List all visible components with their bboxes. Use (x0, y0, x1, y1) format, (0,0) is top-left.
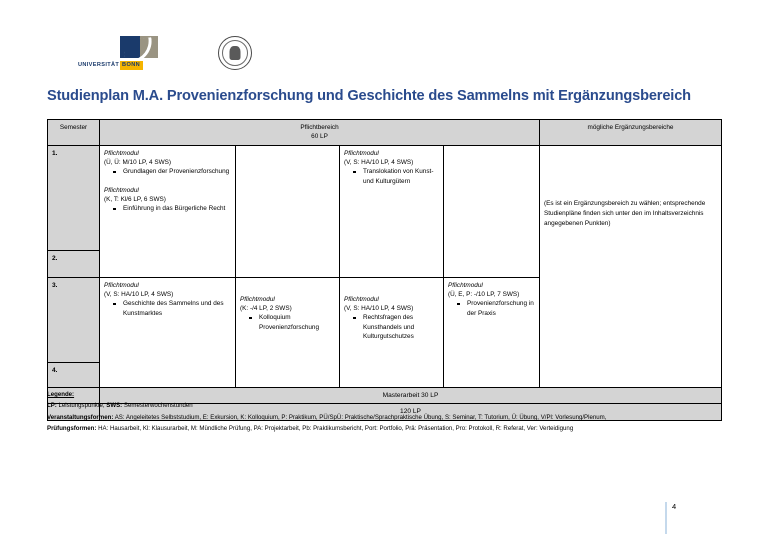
legend-key-pruefungsformen: Prüfungsformen: (47, 424, 97, 432)
module-title-m4: Pflichtmodul (240, 295, 275, 303)
footer-page-indicator (665, 502, 676, 534)
module-code-m3: (V, S: HA/10 LP, 4 SWS) (104, 290, 174, 298)
column-header-semester: Semester (48, 120, 100, 146)
logo-city-badge: BONN (120, 61, 143, 70)
semester-cell-3: 3. (48, 277, 100, 362)
module-cell-m1-m2 (100, 145, 236, 277)
module-items-m6 (344, 313, 439, 342)
module-cell-m7 (444, 277, 540, 387)
legend-value-lp: Leistungspunkte, (56, 402, 107, 410)
module-cell-m5 (340, 145, 444, 277)
spacer-cell-upper-right (444, 145, 540, 277)
table-row-semester-1 (48, 145, 722, 250)
module-code-m6: (V, S: HA/10 LP, 4 SWS) (344, 304, 414, 312)
module-block-m6 (344, 281, 439, 342)
module-block-m7 (448, 281, 535, 319)
list-item: Rechtsfragen des Kunsthandels und Kulturgutschutzes (361, 313, 439, 342)
module-code-m7: (Ü, E, P: -/10 LP, 7 SWS) (448, 290, 520, 298)
module-title-m7: Pflichtmodul (448, 281, 483, 289)
module-items-m1 (104, 167, 231, 177)
module-block-m1 (104, 149, 231, 177)
module-cell-m3 (100, 277, 236, 387)
module-title-m1: Pflichtmodul (104, 149, 139, 157)
module-block-m4 (240, 281, 335, 333)
semester-cell-1: 1. (48, 145, 100, 250)
module-items-m3 (104, 299, 231, 318)
legend-value-sws: Semesterwochenstunden (122, 402, 193, 410)
legend-key-lp: LP: (47, 402, 57, 410)
module-items-m4 (240, 313, 335, 332)
page-accent-bar (665, 502, 667, 534)
module-cell-m4 (236, 277, 340, 387)
ergaenzungsbereich-cell (540, 145, 722, 387)
module-items-m5 (344, 167, 439, 186)
header-logos (78, 36, 252, 70)
page-number: 4 (672, 502, 677, 511)
list-item: Translokation von Kunst- und Kulturgütern (361, 167, 439, 186)
column-header-pflichtbereich (100, 120, 540, 146)
semester-cell-2: 2. (48, 250, 100, 277)
legend-line-pruefungsformen (47, 423, 737, 434)
module-items-m2 (104, 204, 231, 214)
page-title: Studienplan M.A. Provenienzforschung und Geschichte des Sammelns mit Ergänzungsbereich (47, 88, 691, 104)
module-title-m2: Pflichtmodul (104, 186, 139, 194)
study-plan-table (47, 119, 722, 421)
module-title-m3: Pflichtmodul (104, 281, 139, 289)
table-header-row (48, 120, 722, 146)
list-item: Grundlagen der Provenienzforschung (123, 168, 230, 176)
university-bonn-logo (78, 36, 190, 70)
legend-section (47, 389, 737, 434)
module-code-m1: (Ü, Ü: M/10 LP, 4 SWS) (104, 158, 172, 166)
pflichtbereich-label: Pflichtbereich (300, 124, 339, 131)
module-items-m7 (448, 299, 535, 318)
semester-cell-4: 4. (48, 362, 100, 387)
module-code-m4: (K: -/4 LP, 2 SWS) (240, 304, 292, 312)
module-title-m6: Pflichtmodul (344, 295, 379, 303)
column-header-ergaenzungsbereiche: mögliche Ergänzungsbereiche (540, 120, 722, 146)
logo-mark-icon (120, 36, 158, 58)
legend-line-lp (47, 400, 737, 411)
university-seal-icon (218, 36, 252, 70)
list-item: Kolloquium Provenienzforschung (257, 313, 335, 332)
module-block-m5 (344, 149, 439, 187)
module-title-m5: Pflichtmodul (344, 149, 379, 157)
module-block-m2 (104, 186, 231, 214)
module-cell-m6 (340, 277, 444, 387)
list-item: Einführung in das Bürgerliche Recht (121, 204, 231, 214)
module-code-m5: (V, S: HA/10 LP, 4 SWS) (344, 158, 414, 166)
masterarbeit-cell: Masterarbeit 30 LP (100, 387, 722, 404)
ergaenzungsbereich-note: (Es ist ein Ergänzungsbereich zu wählen; entsprechende Studienpläne finden sich unter den im Inhaltsverzeichnis angegebenen Punkten) (544, 199, 706, 228)
spacer-cell-upper (236, 145, 340, 277)
legend-value-veranstaltungsformen: AS: Angeleitetes Selbststudium, E: Exkursion, K: Kolloquium, P: Praktikum, PÜ/SpÜ: Praktische/Sprachpraktische Übung, S: Seminar, T: Tutorium, Ü: Übung, V/Pl: Vorlesung/Plenum, (113, 413, 607, 421)
logo-wordmark: UNIVERSITÄT (78, 62, 120, 68)
legend-value-pruefungsformen: HA: Hausarbeit, Kl: Klausurarbeit, M: Mündliche Prüfung, PA: Projektarbeit, Pb: Praktikumsbericht, Port: Portfolio, Prä: Präsentation, Pro: Protokoll, R: Referat, Ver: Verteidigung (96, 424, 574, 432)
list-item: Geschichte des Sammelns und des Kunstmarktes (121, 299, 231, 318)
legend-line-veranstaltungsformen (47, 412, 737, 423)
list-item: Provenienzforschung in der Praxis (467, 300, 534, 317)
total-lp-cell: 120 LP (100, 404, 722, 421)
module-code-m2: (K, T: Kl/6 LP, 6 SWS) (104, 196, 166, 204)
pflichtbereich-lp: 60 LP (311, 133, 328, 141)
legend-key-sws: SWS: (106, 402, 123, 410)
module-block-m3 (104, 281, 231, 319)
legend-key-veranstaltungsformen: Veranstaltungsformen: (47, 413, 114, 421)
legend-heading: Legende: (47, 391, 75, 398)
